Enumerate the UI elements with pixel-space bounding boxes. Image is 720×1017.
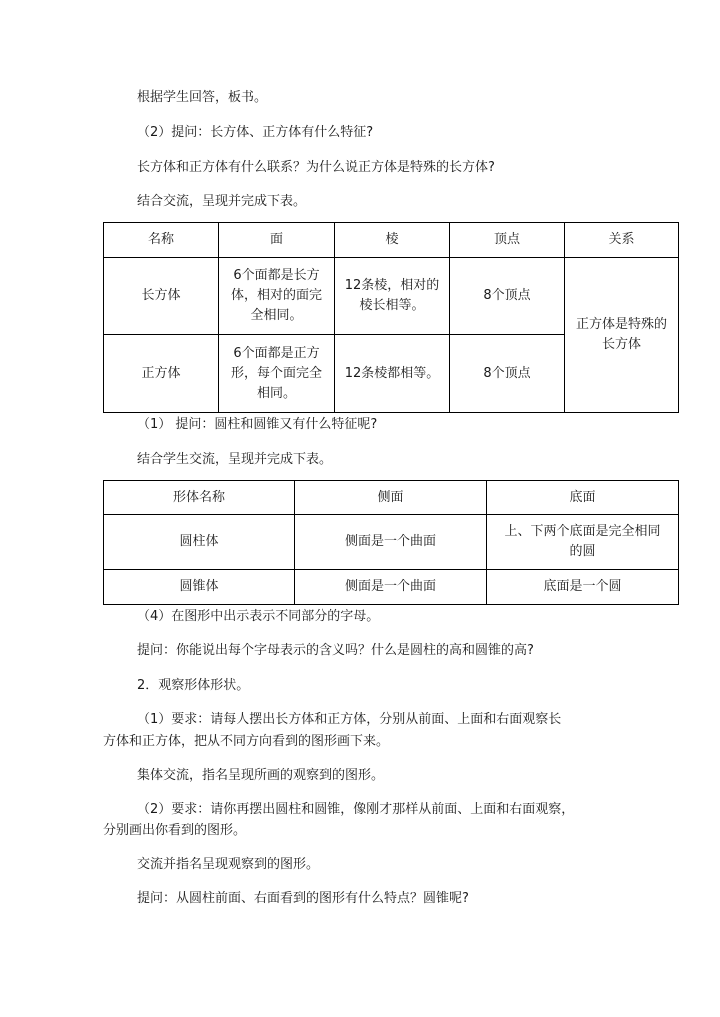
text-line: 6个面都是长方 xyxy=(233,268,320,283)
para-board-writing: 根据学生回答，板书。 xyxy=(137,90,268,105)
para-question-2: （2）提问：长方体、正方体有什么特征? xyxy=(137,125,374,140)
table1-cell-cube-vertex: 8个顶点 xyxy=(450,335,565,413)
para-letters: （4）在图形中出示表示不同部分的字母。 xyxy=(137,609,380,624)
table2-header-name: 形体名称 xyxy=(104,481,295,515)
table1-cell-cube-face xyxy=(219,335,335,413)
table2-cell-cone-name: 圆锥体 xyxy=(104,570,295,605)
para-question-cylinder-cone: （1） 提问：圆柱和圆锥又有什么特征呢? xyxy=(137,417,378,432)
text-line: 6个面都是正方 xyxy=(233,345,320,361)
text-line: 全相同。 xyxy=(250,308,303,323)
text-line: 正方体是特殊的 xyxy=(575,317,667,332)
table2-header-base: 底面 xyxy=(487,481,679,515)
table1-cell-relation xyxy=(565,258,679,413)
table2-cell-cone-side: 侧面是一个曲面 xyxy=(295,570,487,605)
text-line: 12条棱，相对的 xyxy=(344,278,440,293)
para-requirement-1-line1: （1）要求：请每人摆出长方体和正方体，分别从前面、上面和右面观察长 xyxy=(137,712,562,727)
text-line: 形，每个面完全 xyxy=(230,365,322,381)
table-cylinder-cone xyxy=(103,480,679,605)
table1-header-name: 名称 xyxy=(104,223,219,258)
table2-cell-cylinder-side: 侧面是一个曲面 xyxy=(295,515,487,570)
table2-header-side: 侧面 xyxy=(295,481,487,515)
para-table-intro-2: 结合学生交流，呈现并完成下表。 xyxy=(137,452,333,467)
para-group-exchange: 集体交流，指名呈现所画的观察到的图形。 xyxy=(137,768,385,783)
table-cuboid-cube xyxy=(103,222,679,413)
table1-header-relation: 关系 xyxy=(565,223,679,258)
table1-cell-cuboid-edge xyxy=(335,258,450,335)
table1-cell-cuboid-vertex: 8个顶点 xyxy=(450,258,565,335)
para-requirement-2-line2: 分别画出你看到的图形。 xyxy=(103,823,247,838)
text-line: 12条棱都相等。 xyxy=(344,365,440,381)
text-line: 棱长相等。 xyxy=(359,298,425,313)
para-relation-question: 长方体和正方体有什么联系？为什么说正方体是特殊的长方体? xyxy=(137,160,495,175)
text-line: 上、下两个底面是完全相同 xyxy=(504,524,661,539)
para-requirement-1-line2: 方体和正方体，把从不同方向看到的图形画下来。 xyxy=(103,734,390,749)
table1-header-vertex: 顶点 xyxy=(450,223,565,258)
table1-header-edge: 棱 xyxy=(335,223,450,258)
para-table-intro-1: 结合交流，呈现并完成下表。 xyxy=(137,194,307,209)
text-line: 长方体 xyxy=(601,337,641,352)
table2-cell-cylinder-base xyxy=(487,515,679,570)
para-letter-question: 提问：你能说出每个字母表示的含义吗？什么是圆柱的高和圆锥的高? xyxy=(137,643,534,658)
table1-header-face: 面 xyxy=(219,223,335,258)
text-line: 体，相对的面完 xyxy=(230,288,322,303)
table1-cell-cuboid-name: 长方体 xyxy=(104,258,219,335)
text-line: 底面是一个圆 xyxy=(543,579,622,594)
table1-cell-cube-edge xyxy=(335,335,450,413)
table1-cell-cube-name: 正方体 xyxy=(104,335,219,413)
para-observe-shapes: 2．观察形体形状。 xyxy=(137,678,250,693)
text-line: 的圆 xyxy=(569,544,596,559)
text-line: 相同。 xyxy=(256,385,296,401)
para-exchange: 交流并指名呈现观察到的图形。 xyxy=(137,857,320,872)
table2-cell-cylinder-name: 圆柱体 xyxy=(104,515,295,570)
para-requirement-2-line1: （2）要求：请你再摆出圆柱和圆锥，像刚才那样从前面、上面和右面观察， xyxy=(137,802,575,817)
para-final-question: 提问：从圆柱前面、右面看到的图形有什么特点？圆锥呢? xyxy=(137,891,469,906)
table2-cell-cone-base xyxy=(487,570,679,605)
table1-cell-cuboid-face xyxy=(219,258,335,335)
